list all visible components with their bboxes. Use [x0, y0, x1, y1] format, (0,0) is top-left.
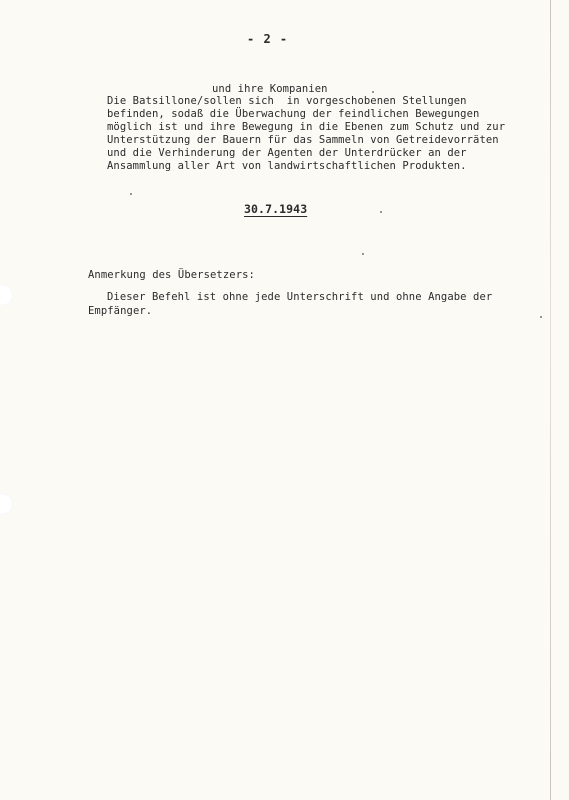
- body-line: Unterstützung der Bauern für das Sammeln von Getreidevorräten: [107, 134, 499, 146]
- translator-note-line: Dieser Befehl ist ohne jede Unterschrift und ohne Angabe der: [107, 291, 493, 303]
- paper-speck: [540, 316, 542, 318]
- paper-speck: [362, 253, 364, 255]
- document-date: 30.7.1943: [244, 202, 308, 216]
- body-line: und die Verhinderung der Agenten der Unterdrücker an der: [107, 147, 467, 159]
- page-number: - 2 -: [247, 32, 289, 46]
- translator-note-line: Empfänger.: [88, 305, 153, 317]
- punch-hole: [0, 493, 13, 515]
- paper-speck: [380, 211, 382, 213]
- body-line: möglich ist und ihre Bewegung in die Ebenen zum Schutz und zur: [107, 121, 506, 133]
- paper-speck: [130, 193, 132, 195]
- body-line: befinden, sodaß die Überwachung der feindlichen Bewegungen: [107, 108, 480, 120]
- handwritten-insertion: und ihre Kompanien: [212, 83, 328, 95]
- body-line: Die Batsillone/sollen sich in vorgeschobenen Stellungen: [107, 95, 467, 107]
- body-line: Ansammlung aller Art von landwirtschaftlichen Produkten.: [107, 160, 467, 172]
- punch-hole: [0, 284, 13, 306]
- page-edge-line: [550, 0, 551, 800]
- paper-speck: [372, 91, 374, 93]
- translator-note-heading: Anmerkung des Übersetzers:: [88, 269, 255, 281]
